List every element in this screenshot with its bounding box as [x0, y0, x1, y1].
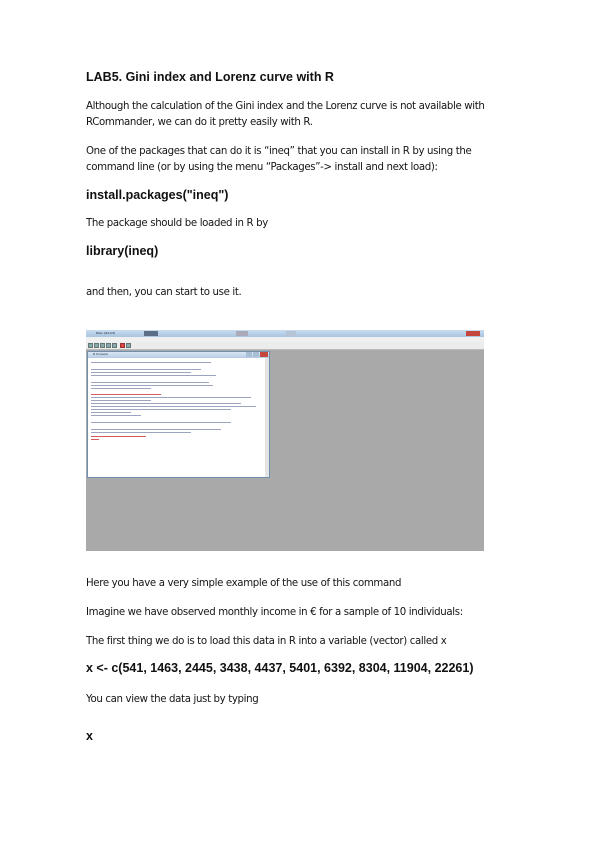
console-prompt: [91, 439, 99, 440]
view-command: x: [86, 729, 93, 743]
copy-icon: [106, 343, 111, 348]
console-text-line: [91, 406, 256, 407]
console-text-line: [91, 400, 151, 401]
rgui-window-title: RGui (64-bit): [96, 331, 116, 335]
start-text: and then, you can start to use it.: [86, 287, 242, 298]
console-text-line: [91, 409, 231, 410]
rgui-titlebar: [86, 330, 484, 337]
console-text-line: [91, 369, 201, 370]
example-text: Here you have a very simple example of the use of this command: [86, 578, 402, 589]
console-text-line: [91, 403, 241, 404]
packages-line-1: One of the packages that can do it is “ineq” that you can install in R by using the: [86, 146, 472, 157]
view-text: You can view the data just by typing: [86, 694, 259, 705]
console-text-line: [91, 388, 151, 389]
console-text-line: [91, 432, 191, 433]
r-console-titlebar: [88, 352, 269, 358]
minimize-icon: [246, 352, 252, 357]
console-text-line: [91, 375, 216, 376]
taskbar-block: [236, 331, 248, 336]
load-icon: [94, 343, 99, 348]
console-command-line: [91, 436, 146, 437]
rgui-toolbar: [86, 342, 484, 350]
load-instruction: The package should be loaded in R by: [86, 218, 268, 229]
paste-icon: [112, 343, 117, 348]
library-command: library(ineq): [86, 244, 159, 258]
print-icon: [126, 343, 131, 348]
assign-command: x <- c(541, 1463, 2445, 3438, 4437, 5401, 6392, 8304, 11904, 22261): [86, 661, 474, 675]
console-text-line: [91, 429, 221, 430]
load-data-text: The first thing we do is to load this data in R into a variable (vector) called x: [86, 636, 447, 647]
imagine-text: Imagine we have observed monthly income in € for a sample of 10 individuals:: [86, 607, 463, 618]
page-title: LAB5. Gini index and Lorenz curve with R: [86, 70, 334, 84]
r-console-title: R Console: [93, 352, 108, 356]
console-text-line: [91, 385, 213, 386]
console-text-line: [91, 397, 251, 398]
console-text-line: [91, 362, 211, 363]
intro-line-2: RCommander, we can do it pretty easily with R.: [86, 117, 313, 128]
rgui-screenshot: [86, 330, 484, 551]
close-icon: [260, 352, 268, 357]
maximize-icon: [253, 352, 259, 357]
taskbar-block: [286, 331, 296, 336]
packages-line-2: command line (or by using the menu “Packages”-> install and next load):: [86, 162, 438, 173]
taskbar-block: [144, 331, 158, 336]
console-scrollbar: [265, 358, 269, 477]
install-command: install.packages("ineq"): [86, 188, 229, 202]
console-text-line: [91, 415, 141, 416]
console-command-line: [91, 394, 161, 395]
stop-icon: [120, 343, 125, 348]
console-text-line: [91, 422, 231, 423]
console-text-line: [91, 372, 191, 373]
console-text-line: [91, 412, 131, 413]
rgui-close-icon: [466, 331, 480, 336]
intro-line-1: Although the calculation of the Gini index and the Lorenz curve is not available with: [86, 101, 485, 112]
r-console-window: [87, 351, 270, 478]
save-icon: [100, 343, 105, 348]
open-icon: [88, 343, 93, 348]
console-text-line: [91, 382, 209, 383]
